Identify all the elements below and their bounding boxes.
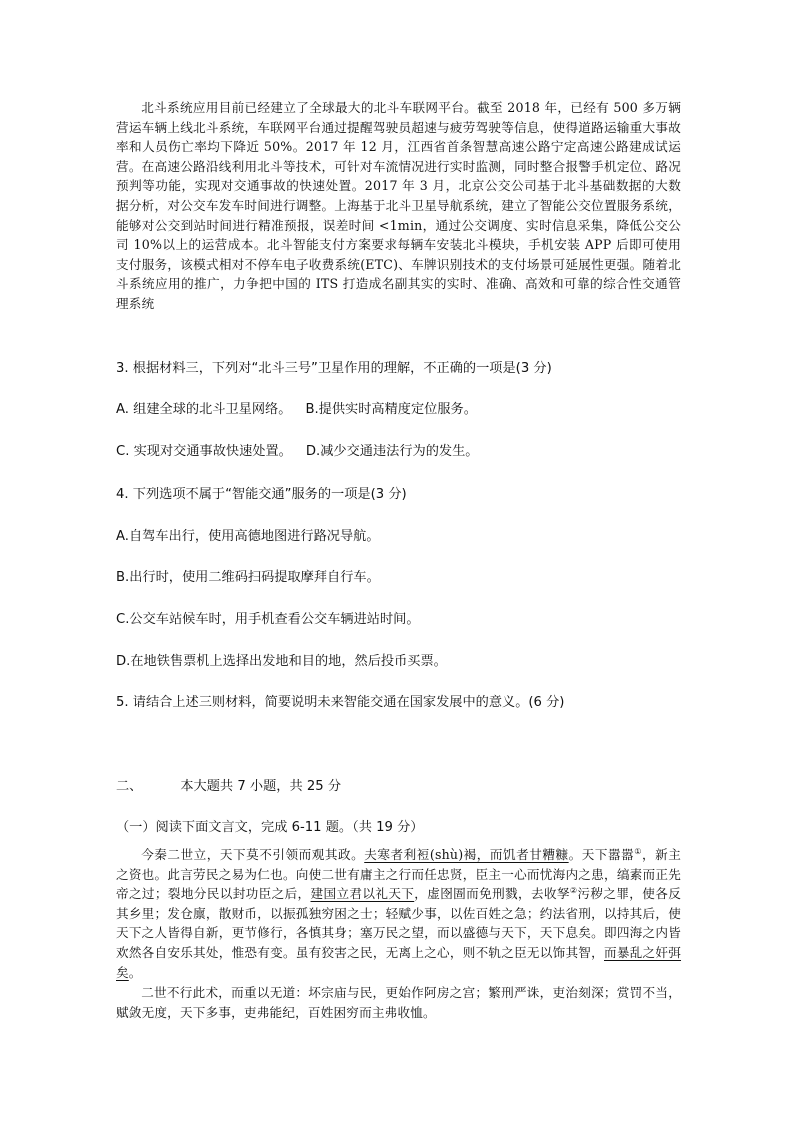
question-3-option-d: D.减少交通违法行为的发生。 <box>305 444 479 459</box>
question-4-stem: 4. 下列选项不属于“智能交通”服务的一项是(3 分) <box>116 487 407 502</box>
question-3-option-c: C. 实现对交通事故快速处置。 <box>116 444 292 459</box>
classical-text: 。天下嚣嚣 <box>568 847 635 862</box>
underlined-sentence-2: 建国立君以礼天下 <box>310 886 415 902</box>
section-2-heading <box>116 778 341 796</box>
question-4-option-c: C.公交车站候车时，用手机查看公交车辆进站时间。 <box>116 612 420 627</box>
section-2-number: 二、 <box>116 779 143 794</box>
subsection-1-heading: （一）阅读下面文言文，完成 6-11 题。（共 19 分） <box>116 820 424 835</box>
question-3-options-ab <box>116 401 477 419</box>
classical-text: 。 <box>128 964 142 980</box>
underlined-sentence-1: 夫寒者利裋(shù)褐，而饥者甘糟糠 <box>364 847 569 862</box>
question-3-option-b: B.提供实时高精度定位服务。 <box>305 402 477 417</box>
footnote-marker-2: ② <box>569 886 578 895</box>
classical-paragraph-1 <box>116 845 681 982</box>
underlined-sentence-3: 而暴乱之奸弭矣 <box>116 944 682 980</box>
footnote-marker-1: ① <box>634 846 642 856</box>
question-3-option-a: A. 组建全球的北斗卫星网络。 <box>116 402 292 417</box>
question-3-stem: 3. 根据材料三，下列对“北斗三号”卫星作用的理解，不正确的一项是(3 分) <box>116 361 552 376</box>
section-2-title: 本大题共 7 小题，共 25 分 <box>180 779 342 794</box>
question-4-option-a: A.自驾车出行，使用高德地图进行路况导航。 <box>116 529 380 544</box>
classical-text: 污秽之罪，使各反其乡里；发仓廪，散财币，以振孤独穷困之士；轻赋少事，以佐百姓之急；约法省刑，以持其后，使天下之人皆得自新，更节修行，各慎其身；塞万民之望，而以盛德与天下，天下息矣。即四海之内皆欢然各自安乐其处，惟恐有变。虽有狡害之民，无离上之心，则不轨之臣无以饰其智， <box>116 886 681 960</box>
classical-paragraph-2: 二世不行此术，而重以无道：坏宗庙与民，更始作阿房之宫；繁刑严诛，吏治刻深；赏罚不当，赋敛无度，天下多事，吏弗能纪，百姓困穷而主弗收恤。 <box>116 985 681 1020</box>
question-3-options-cd <box>116 443 478 461</box>
question-5-stem: 5. 请结合上述三则材料，简要说明未来智能交通在国家发展中的意义。(6 分) <box>116 695 565 710</box>
material3-paragraph: 北斗系统应用目前已经建立了全球最大的北斗车联网平台。截至 2018 年，已经有 500 多万辆营运车辆上线北斗系统，车联网平台通过提醒驾驶员超速与疲劳驾驶等信息，使得道路运输重大事故率和人员伤亡率均下降近 50%。2017 年 12 月，江西省首条智慧高速公路宁定高速公路建成试运营。在高速公路沿线利用北斗等技术，可针对车流情况进行实时监测，同时整合报警手机定位、路况预判等功能，实现对交通事故的快速处置。2017 年 3 月，北京公交公司基于北斗基础数据的大数据分析，对公交车发车时间进行调整。上海基于北斗卫星导航系统，建立了智能公交位置服务系统，能够对公交到站时间进行精准预报，误差时间 <1min，通过公交调度、实时信息采集，降低公交公司 10%以上的运营成本。北斗智能支付方案要求每辆车安装北斗模块，手机安装 APP 后即可使用支付服务，该模式相对不停车电子收费系统(ETC)、车牌识别技术的支付场景可延展性更强。随着北斗系统应用的推广，力争把中国的 ITS 打造成名副其实的实时、准确、高效和可靠的综合性交通管理系统 <box>116 100 681 311</box>
classical-text: ，新主之资也。此言劳民之易为仁也。向使二世有庸主之行而任忠贤，臣主一心而忧海内之患，缟素而正先帝之过；裂地分民以封功臣之后， <box>116 847 681 902</box>
classical-text: ，虚囹圄而免刑戮，去收孥 <box>414 886 570 902</box>
classical-text: 今秦二世立，天下莫不引领而观其政。 <box>141 847 365 862</box>
question-4-option-b: B.出行时，使用二维码扫码提取摩拜自行车。 <box>116 570 380 585</box>
question-4-option-d: D.在地铁售票机上选择出发地和目的地，然后投币买票。 <box>116 654 447 669</box>
